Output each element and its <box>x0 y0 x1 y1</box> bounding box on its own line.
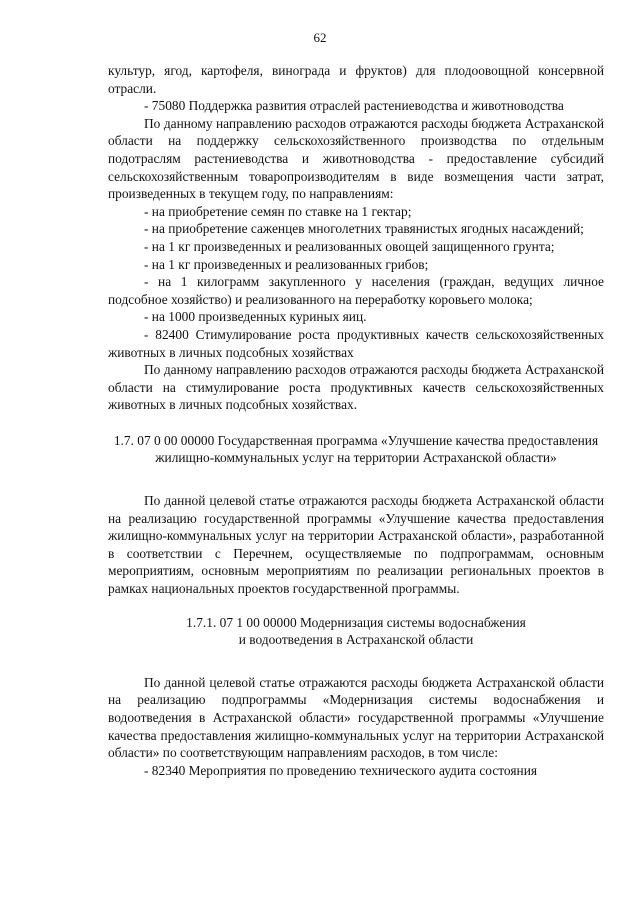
list-item: - на 1 кг произведенных и реализованных грибов; <box>144 256 429 272</box>
paragraph: культур, ягод, картофеля, винограда и фруктов) для плодоовощной консервной отрасли. <box>108 63 604 96</box>
list-item: - на 1000 произведенных куриных яиц. <box>144 309 367 325</box>
budget-code-item: - 82400 Стимулирование роста продуктивных качеств сельскохозяйственных животных в личных подсобных хозяйствах <box>108 326 604 360</box>
subsection-heading-line: 1.7.1. 07 1 00 00000 Модернизация системы водоснабжения <box>186 614 526 630</box>
section-heading: 1.7. 07 0 00 00000 Государственная программа «Улучшение качества предоставления жилищно-коммунальных услуг на территории Астраханской области» <box>113 432 599 466</box>
list-item: - на приобретение саженцев многолетних травянистых ягодных насаждений; <box>144 221 584 237</box>
paragraph: По данной целевой статье отражаются расходы бюджета Астраханской области на реализацию подпрограммы «Модернизация системы водоснабжения и водоотведения в Астраханской области» государственной программы «Улучшение качества предоставления жилищно-коммунальных услуг на территории Астраханской области» по соответствующим направлениям расходов, в том числе: <box>108 674 604 761</box>
list-item: - на 1 кг произведенных и реализованных овощей защищенного грунта; <box>144 238 555 254</box>
list-item: - на 1 килограмм закупленного у населения (граждан, ведущих личное подсобное хозяйство) и реализованного на переработку коровьего молока; <box>108 274 604 307</box>
paragraph: По данному направлению расходов отражаются расходы бюджета Астраханской области на поддержку сельскохозяйственного производства по отдельным подотраслям растениеводства и животноводства - предоставление субсидий сельскохозяйственным товаропроизводителям в виде возмещения части затрат, произведенных в текущем году, по направлениям: <box>108 115 604 202</box>
paragraph: По данному направлению расходов отражаются расходы бюджета Астраханской области на стимулирование роста продуктивных качеств сельскохозяйственных животных в личных подсобных хозяйствах. <box>108 362 604 413</box>
budget-code-item: - 75080 Поддержка развития отраслей растениеводства и животноводства <box>144 98 564 114</box>
list-item: - на приобретение семян по ставке на 1 гектар; <box>144 203 412 219</box>
budget-code-item: - 82340 Мероприятия по проведению технического аудита состояния <box>144 762 538 778</box>
page-number: 62 <box>313 30 327 45</box>
subsection-heading-line: и водоотведения в Астраханской области <box>238 632 474 648</box>
document-body <box>108 62 604 779</box>
paragraph: По данной целевой статье отражаются расходы бюджета Астраханской области на реализацию государственной программы «Улучшение качества предоставления жилищно-коммунальных услуг на территории Астраханской области», разработанной в соответствии с Перечнем, осуществляемые по подпрограммам, основным мероприятиям, основным мероприятиям по реализации региональных проектов в рамках национальных проектов государственной программы. <box>108 493 604 597</box>
